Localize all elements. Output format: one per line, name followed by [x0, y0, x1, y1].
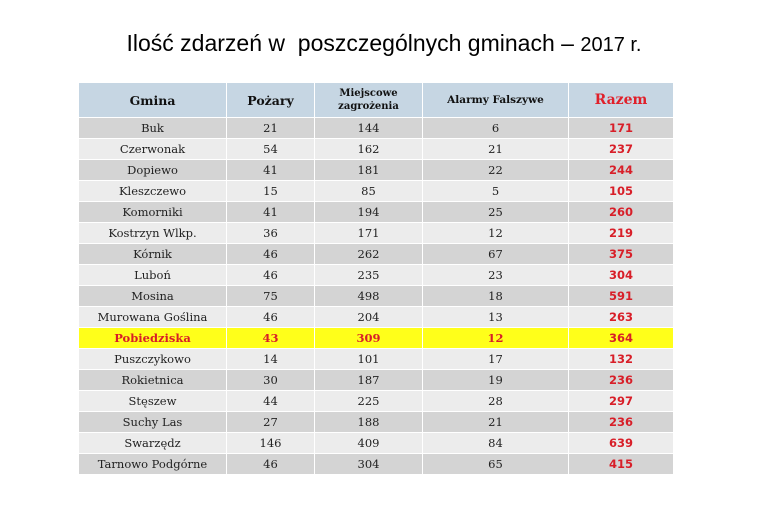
cell-gmina: Buk — [79, 118, 227, 139]
cell-miejscowe: 162 — [315, 139, 423, 160]
table-row — [79, 181, 674, 202]
cell-miejscowe: 409 — [315, 433, 423, 454]
table-row — [79, 454, 674, 475]
cell-razem: 171 — [569, 118, 674, 139]
cell-pozary: 27 — [227, 412, 315, 433]
cell-pozary: 36 — [227, 223, 315, 244]
cell-pozary: 21 — [227, 118, 315, 139]
cell-gmina: Kleszczewo — [79, 181, 227, 202]
table-row — [79, 118, 674, 139]
cell-gmina: Czerwonak — [79, 139, 227, 160]
header-gmina: Gmina — [79, 83, 227, 118]
cell-gmina: Kórnik — [79, 244, 227, 265]
table-row — [79, 202, 674, 223]
table-row — [79, 433, 674, 454]
cell-gmina: Tarnowo Podgórne — [79, 454, 227, 475]
cell-pozary: 46 — [227, 454, 315, 475]
cell-alarmy: 25 — [423, 202, 569, 223]
cell-miejscowe: 235 — [315, 265, 423, 286]
cell-miejscowe: 225 — [315, 391, 423, 412]
cell-miejscowe: 144 — [315, 118, 423, 139]
cell-razem: 415 — [569, 454, 674, 475]
cell-razem: 263 — [569, 307, 674, 328]
cell-pozary: 41 — [227, 202, 315, 223]
cell-gmina: Rokietnica — [79, 370, 227, 391]
table-row — [79, 349, 674, 370]
cell-pozary: 44 — [227, 391, 315, 412]
cell-alarmy: 17 — [423, 349, 569, 370]
cell-razem: 304 — [569, 265, 674, 286]
cell-gmina: Pobiedziska — [79, 328, 227, 349]
cell-alarmy: 23 — [423, 265, 569, 286]
cell-alarmy: 21 — [423, 412, 569, 433]
cell-razem: 105 — [569, 181, 674, 202]
cell-pozary: 46 — [227, 244, 315, 265]
cell-gmina: Puszczykowo — [79, 349, 227, 370]
header-miejscowe-zagrozenia — [315, 83, 423, 118]
table-row — [79, 412, 674, 433]
table-row — [79, 160, 674, 181]
cell-miejscowe: 309 — [315, 328, 423, 349]
cell-razem: 639 — [569, 433, 674, 454]
cell-miejscowe: 101 — [315, 349, 423, 370]
cell-miejscowe: 304 — [315, 454, 423, 475]
cell-gmina: Swarzędz — [79, 433, 227, 454]
cell-razem: 236 — [569, 370, 674, 391]
cell-alarmy: 12 — [423, 328, 569, 349]
cell-gmina: Stęszew — [79, 391, 227, 412]
header-pozary: Pożary — [227, 83, 315, 118]
cell-gmina: Murowana Goślina — [79, 307, 227, 328]
header-miejscowe-line1: Miejscowe — [339, 88, 398, 99]
cell-miejscowe: 194 — [315, 202, 423, 223]
cell-razem: 297 — [569, 391, 674, 412]
cell-pozary: 14 — [227, 349, 315, 370]
cell-gmina: Suchy Las — [79, 412, 227, 433]
cell-pozary: 75 — [227, 286, 315, 307]
cell-pozary: 46 — [227, 307, 315, 328]
cell-gmina: Mosina — [79, 286, 227, 307]
cell-pozary: 30 — [227, 370, 315, 391]
cell-alarmy: 6 — [423, 118, 569, 139]
cell-alarmy: 67 — [423, 244, 569, 265]
cell-razem: 591 — [569, 286, 674, 307]
title-year: 2017 r. — [580, 34, 642, 56]
cell-alarmy: 12 — [423, 223, 569, 244]
cell-pozary: 43 — [227, 328, 315, 349]
table-header-row — [79, 83, 674, 118]
cell-razem: 244 — [569, 160, 674, 181]
page-title — [0, 30, 768, 57]
title-text: Ilość zdarzeń w poszczególnych gminach – — [126, 30, 581, 56]
cell-pozary: 41 — [227, 160, 315, 181]
table-row — [79, 265, 674, 286]
table-body — [79, 118, 674, 475]
cell-razem: 260 — [569, 202, 674, 223]
cell-razem: 132 — [569, 349, 674, 370]
table-row — [79, 286, 674, 307]
cell-razem: 219 — [569, 223, 674, 244]
cell-miejscowe: 204 — [315, 307, 423, 328]
cell-miejscowe: 171 — [315, 223, 423, 244]
cell-gmina: Komorniki — [79, 202, 227, 223]
cell-miejscowe: 181 — [315, 160, 423, 181]
table-row — [79, 223, 674, 244]
cell-alarmy: 65 — [423, 454, 569, 475]
header-razem: Razem — [569, 83, 674, 118]
cell-miejscowe: 85 — [315, 181, 423, 202]
cell-miejscowe: 262 — [315, 244, 423, 265]
cell-miejscowe: 188 — [315, 412, 423, 433]
cell-alarmy: 18 — [423, 286, 569, 307]
cell-miejscowe: 187 — [315, 370, 423, 391]
cell-alarmy: 5 — [423, 181, 569, 202]
cell-pozary: 146 — [227, 433, 315, 454]
table-row — [79, 370, 674, 391]
cell-pozary: 46 — [227, 265, 315, 286]
cell-miejscowe: 498 — [315, 286, 423, 307]
cell-pozary: 15 — [227, 181, 315, 202]
header-alarmy-falszywe: Alarmy Falszywe — [423, 83, 569, 118]
cell-alarmy: 84 — [423, 433, 569, 454]
cell-gmina: Luboń — [79, 265, 227, 286]
table-row-highlighted — [79, 328, 674, 349]
cell-pozary: 54 — [227, 139, 315, 160]
cell-gmina: Dopiewo — [79, 160, 227, 181]
cell-razem: 236 — [569, 412, 674, 433]
cell-alarmy: 28 — [423, 391, 569, 412]
cell-alarmy: 21 — [423, 139, 569, 160]
table-row — [79, 244, 674, 265]
cell-razem: 237 — [569, 139, 674, 160]
cell-razem: 375 — [569, 244, 674, 265]
cell-razem: 364 — [569, 328, 674, 349]
incidents-table — [78, 82, 674, 475]
table-row — [79, 139, 674, 160]
cell-gmina: Kostrzyn Wlkp. — [79, 223, 227, 244]
table-row — [79, 391, 674, 412]
cell-alarmy: 19 — [423, 370, 569, 391]
header-miejscowe-line2: zagrożenia — [338, 101, 399, 112]
cell-alarmy: 22 — [423, 160, 569, 181]
table-row — [79, 307, 674, 328]
cell-alarmy: 13 — [423, 307, 569, 328]
